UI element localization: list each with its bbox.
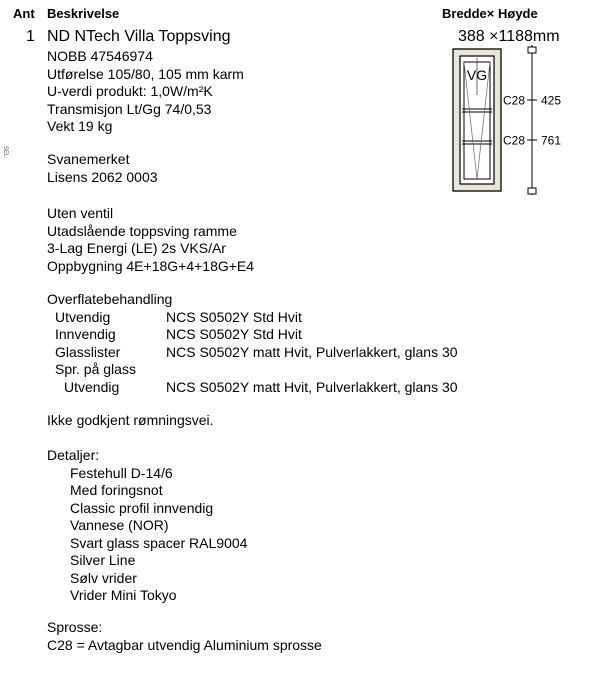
config-line: Utadslående toppsving ramme bbox=[47, 222, 237, 239]
item-name: ND NTech Villa Toppsving bbox=[47, 28, 231, 45]
detail-item: Med foringsnot bbox=[70, 482, 163, 498]
configuration bbox=[47, 205, 254, 275]
detail-item: Festehull D-14/6 bbox=[70, 464, 173, 481]
details-list bbox=[70, 465, 247, 605]
header-description: Beskrivelse bbox=[47, 6, 120, 21]
spec-line: Vekt 19 kg bbox=[47, 118, 113, 134]
detail-item: Sølv vrider bbox=[70, 569, 137, 586]
config-line: 3-Lag Energi (LE) 2s VKS/Ar bbox=[47, 240, 226, 256]
spec-line: Utførelse 105/80, 105 mm karm bbox=[47, 65, 244, 82]
surface-value: NCS S0502Y Std Hvit bbox=[166, 326, 302, 342]
config-line: Uten ventil bbox=[47, 205, 114, 221]
spec-line: NOBB 47546974 bbox=[47, 48, 153, 64]
surface-value: NCS S0502Y matt Hvit, Pulverlakkert, glans 30 bbox=[166, 378, 458, 395]
config-line: Oppbygning 4E+18G+4+18G+E4 bbox=[47, 257, 255, 274]
certification bbox=[47, 151, 158, 186]
header-dimensions: Bredde× Høyde bbox=[442, 6, 538, 21]
dimension-end bbox=[528, 47, 536, 53]
details-title: Detaljer: bbox=[47, 447, 100, 463]
times-sign: × bbox=[489, 28, 499, 45]
detail-item: Svart glass spacer RAL9004 bbox=[70, 534, 248, 551]
spec-list bbox=[47, 48, 244, 136]
detail-item: Silver Line bbox=[70, 552, 136, 568]
detail-item: Vrider Mini Tokyo bbox=[70, 587, 177, 603]
surface-value: NCS S0502Y Std Hvit bbox=[166, 308, 302, 325]
window-label: VG bbox=[466, 67, 488, 83]
surface-label: Innvendig bbox=[55, 326, 116, 342]
dimension-end bbox=[528, 188, 536, 194]
item-height: 1188 bbox=[498, 28, 533, 45]
surface-value: NCS S0502Y matt Hvit, Pulverlakkert, glans 30 bbox=[166, 343, 458, 360]
escape-note: Ikke godkjent rømningsvei. bbox=[47, 412, 214, 428]
detail-item: Vannese (NOR) bbox=[70, 517, 169, 533]
bar-position: 761 bbox=[541, 133, 562, 148]
item-quantity: 1 bbox=[26, 28, 35, 45]
bar-position: 425 bbox=[541, 93, 562, 108]
cert-line: Lisens 2062 0003 bbox=[47, 168, 158, 185]
surface-label: Glasslister bbox=[55, 343, 121, 360]
spec-line: Transmisjon Lt/Gg 74/0,53 bbox=[47, 100, 212, 117]
surface-label: Utvendig bbox=[64, 378, 120, 395]
side-label: SEL bbox=[2, 146, 8, 158]
detail-item: Classic profil innvendig bbox=[70, 499, 214, 516]
header-ant: Ant bbox=[13, 6, 35, 21]
surface-title: Overflatebehandling bbox=[47, 291, 173, 307]
window-drawing bbox=[445, 40, 575, 202]
cert-line: Svanemerket bbox=[47, 151, 130, 167]
item-unit: mm bbox=[532, 28, 560, 45]
bar-code: C28 bbox=[502, 133, 525, 148]
bar-code: C28 bbox=[502, 93, 525, 108]
sprosse-title: Sprosse: bbox=[47, 619, 103, 635]
spec-line: U-verdi produkt: 1,0W/m²K bbox=[47, 83, 213, 99]
surface-label: Utvendig bbox=[55, 308, 111, 325]
surface-label: Spr. på glass bbox=[55, 361, 136, 377]
item-width: 388 bbox=[458, 28, 485, 45]
sprosse-text: C28 = Avtagbar utvendig Aluminium sprosse bbox=[47, 636, 322, 653]
